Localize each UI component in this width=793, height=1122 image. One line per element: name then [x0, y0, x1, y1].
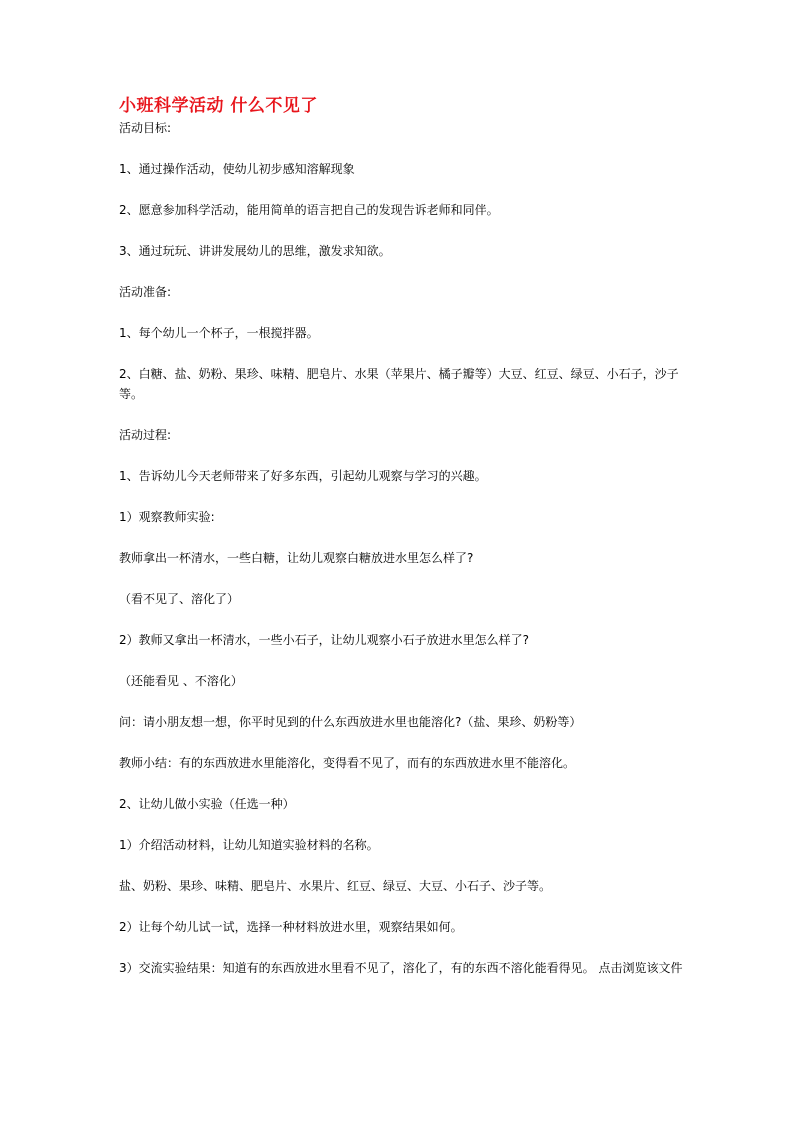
paragraph: 3、通过玩玩、讲讲发展幼儿的思维，激发求知欲。	[119, 244, 391, 258]
paragraph: 2）教师又拿出一杯清水，一些小石子，让幼儿观察小石子放进水里怎么样了?	[119, 633, 530, 647]
paragraph: （看不见了、溶化了）	[119, 592, 240, 606]
paragraph: 1、通过操作活动，使幼儿初步感知溶解现象	[119, 162, 355, 176]
paragraph: 教师小结：有的东西放进水里能溶化，变得看不见了，而有的东西放进水里不能溶化。	[119, 756, 576, 770]
document-title: 小班科学活动 什么不见了	[119, 96, 318, 116]
section-heading-preparation: 活动准备:	[119, 285, 172, 299]
paragraph: 2）让每个幼儿试一试，选择一种材料放进水里，观察结果如何。	[119, 920, 463, 934]
paragraph: 教师拿出一杯清水，一些白糖，让幼儿观察白糖放进水里怎么样了?	[119, 551, 474, 565]
paragraph: 2、让幼儿做小实验（任选一种）	[119, 797, 295, 811]
paragraph: 盐、奶粉、果珍、味精、肥皂片、水果片、红豆、绿豆、大豆、小石子、沙子等。	[119, 879, 552, 893]
section-heading-goals: 活动目标:	[119, 121, 172, 135]
paragraph: 3）交流实验结果：知道有的东西放进水里看不见了，溶化了，有的东西不溶化能看得见。 点击浏览该文件	[119, 961, 683, 975]
paragraph: 2、愿意参加科学活动，能用简单的语言把自己的发现告诉老师和同伴。	[119, 203, 499, 217]
document-body	[119, 94, 685, 978]
paragraph: 1、每个幼儿一个杯子，一根搅拌器。	[119, 326, 319, 340]
paragraph: 1）介绍活动材料，让幼儿知道实验材料的名称。	[119, 838, 379, 852]
paragraph: （还能看见 、不溶化）	[119, 674, 243, 688]
paragraph: 问：请小朋友想一想，你平时见到的什么东西放进水里也能溶化?（盐、果珍、奶粉等）	[119, 715, 582, 729]
paragraph: 1、告诉幼儿今天老师带来了好多东西，引起幼儿观察与学习的兴趣。	[119, 469, 487, 483]
paragraph: 1）观察教师实验:	[119, 510, 215, 524]
section-heading-process: 活动过程:	[119, 428, 172, 442]
paragraph: 2、白糖、盐、奶粉、果珍、味精、肥皂片、水果（苹果片、橘子瓣等）大豆、红豆、绿豆、小石子，沙子等。	[119, 367, 679, 401]
